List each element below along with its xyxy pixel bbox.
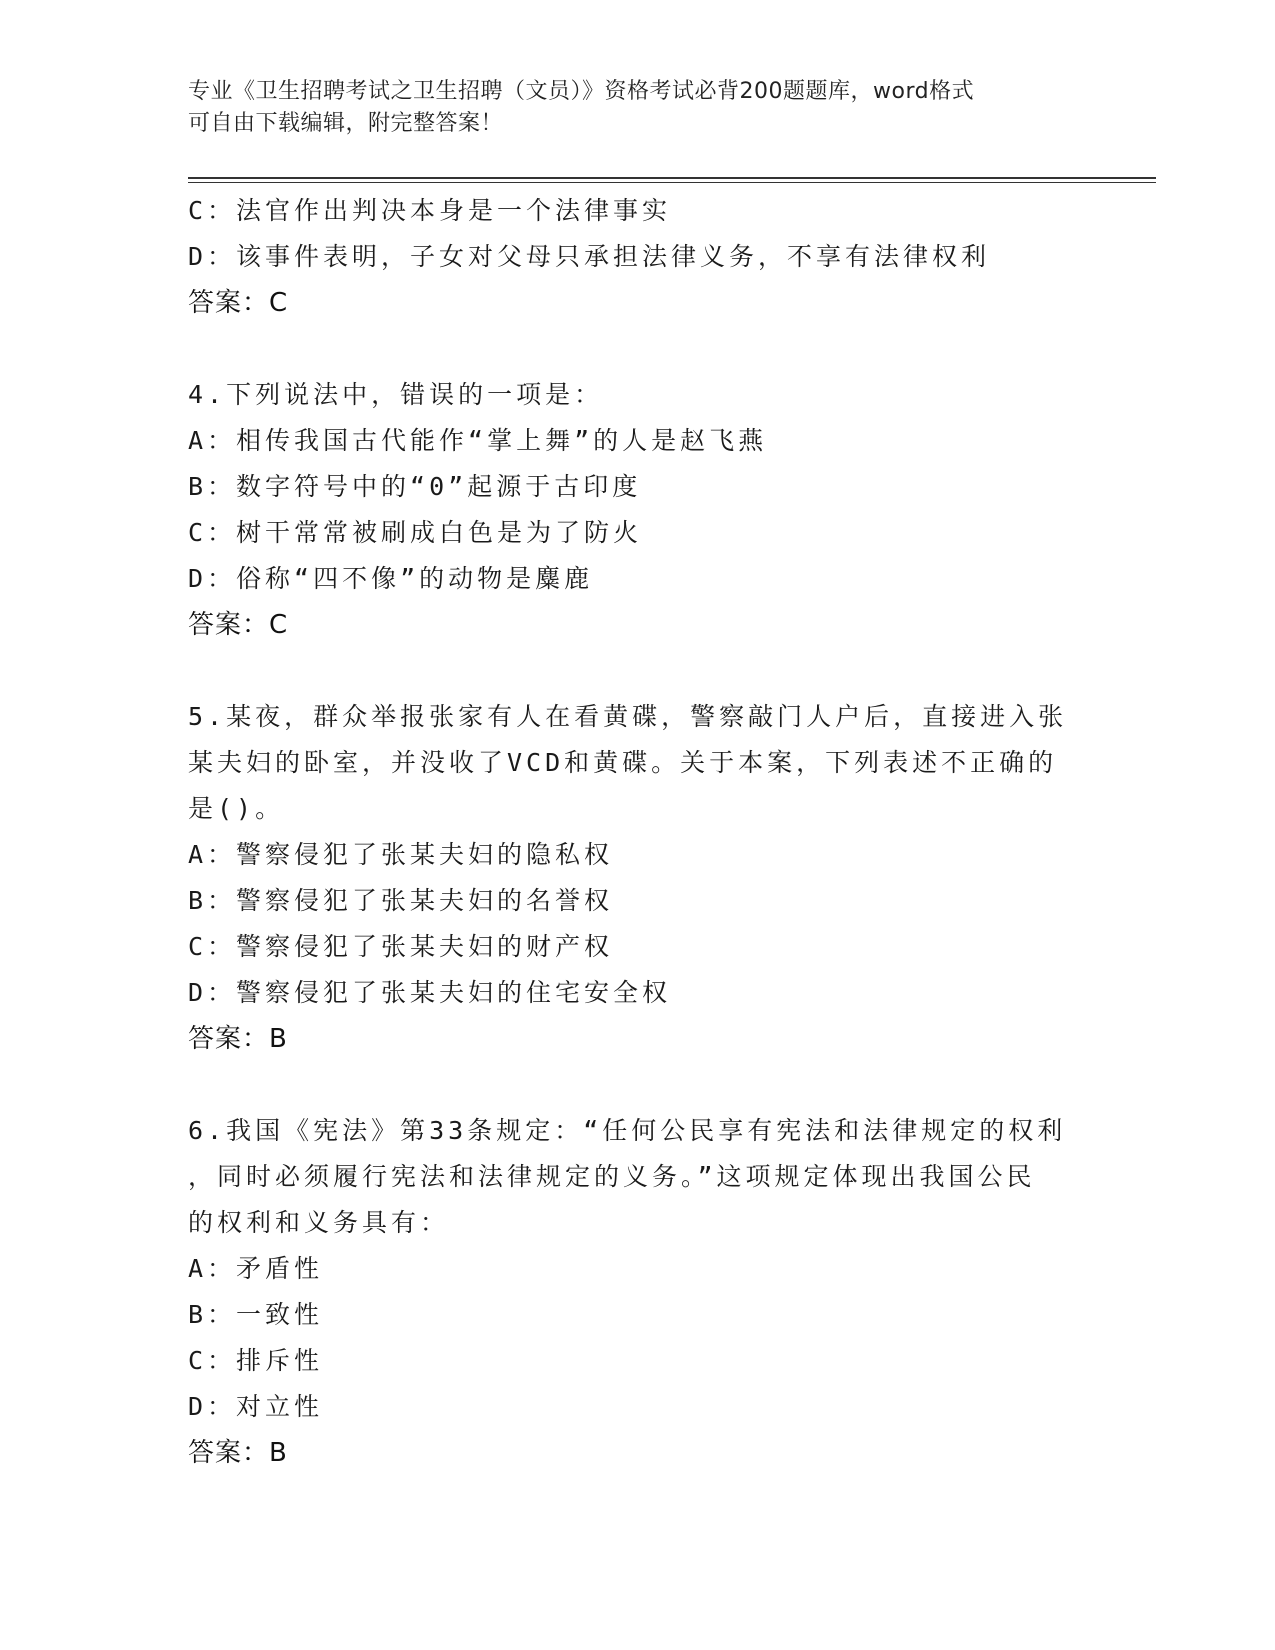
- option-b: B：警察侵犯了张某夫妇的名誉权: [188, 886, 614, 915]
- option-b: B：数字符号中的“0”起源于古印度: [188, 472, 642, 501]
- option-a: A：警察侵犯了张某夫妇的隐私权: [188, 840, 614, 869]
- question-stem-line-3: 是()。: [188, 794, 285, 823]
- spacer: [188, 648, 1088, 694]
- spacer: [188, 1062, 1088, 1108]
- spacer: [188, 326, 1088, 372]
- header-divider-thick: [188, 177, 1156, 179]
- question-list: [188, 188, 1088, 1476]
- header-title-line-2: 可自由下载编辑，附完整答案！: [188, 111, 504, 136]
- option-a: A：矛盾性: [188, 1254, 324, 1283]
- question-stem-line-3: 的权利和义务具有：: [188, 1208, 450, 1237]
- question-stem-line-2: 某夫妇的卧室，并没收了VCD和黄碟。关于本案，下列表述不正确的: [188, 748, 1058, 777]
- option-c: C：警察侵犯了张某夫妇的财产权: [188, 932, 614, 961]
- option-d: D：俗称“四不像”的动物是麋鹿: [188, 564, 594, 593]
- question-4: [188, 372, 1088, 648]
- question-stem: 4.下列说法中，错误的一项是：: [188, 380, 604, 409]
- header-title-line-1: 专业《卫生招聘考试之卫生招聘（文员）》资格考试必背200题题库，word格式: [188, 79, 975, 104]
- option-c: C：树干常常被刷成白色是为了防火: [188, 518, 643, 547]
- question-3: [188, 188, 1088, 326]
- answer-text: 答案：C: [188, 610, 289, 640]
- option-c: C：法官作出判决本身是一个法律事实: [188, 196, 672, 225]
- question-6: [188, 1108, 1088, 1476]
- option-a: A：相传我国古代能作“掌上舞”的人是赵飞燕: [188, 426, 768, 455]
- answer-text: 答案：B: [188, 1024, 288, 1054]
- option-c: C：排斥性: [188, 1346, 324, 1375]
- question-stem-line-2: ，同时必须履行宪法和法律规定的义务。”这项规定体现出我国公民: [188, 1162, 1036, 1191]
- option-d: D：该事件表明，子女对父母只承担法律义务，不享有法律权利: [188, 242, 991, 271]
- answer-text: 答案：B: [188, 1438, 288, 1468]
- option-d: D：警察侵犯了张某夫妇的住宅安全权: [188, 978, 672, 1007]
- question-stem-line-1: 6.我国《宪法》第33条规定：“任何公民享有宪法和法律规定的权利: [188, 1116, 1067, 1145]
- header-divider-thin: [188, 182, 1156, 183]
- option-d: D：对立性: [188, 1392, 324, 1421]
- option-b: B：一致性: [188, 1300, 324, 1329]
- answer-text: 答案：C: [188, 288, 289, 318]
- question-5: [188, 694, 1088, 1062]
- page-header: [188, 76, 1068, 140]
- question-stem-line-1: 5.某夜，群众举报张家有人在看黄碟，警察敲门人户后，直接进入张: [188, 702, 1068, 731]
